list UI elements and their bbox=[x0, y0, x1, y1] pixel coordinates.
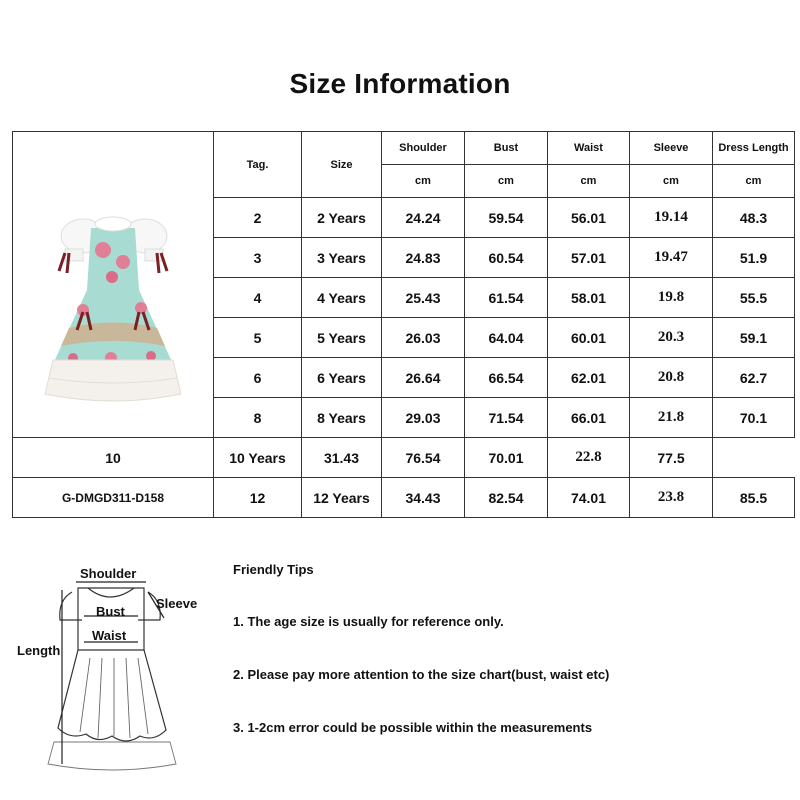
dress-outline-icon bbox=[14, 558, 214, 798]
cell-sleeve: 21.8 bbox=[630, 398, 713, 438]
diagram-label-length: Length bbox=[17, 643, 61, 658]
unit-shoulder: cm bbox=[382, 165, 465, 198]
tip-item: 2. Please pay more attention to the size chart(bust, waist etc) bbox=[233, 667, 610, 682]
cell-sleeve: 20.3 bbox=[630, 318, 713, 358]
cell-sleeve: 19.8 bbox=[630, 278, 713, 318]
cell-waist: 66.01 bbox=[548, 398, 630, 438]
cell-waist: 60.01 bbox=[548, 318, 630, 358]
header-size: Size bbox=[302, 132, 382, 198]
unit-dress-length: cm bbox=[713, 165, 795, 198]
diagram-label-sleeve: Sleeve bbox=[156, 596, 198, 611]
cell-bust: 66.54 bbox=[465, 358, 548, 398]
diagram-label-shoulder: Shoulder bbox=[80, 566, 137, 581]
product-image-cell bbox=[13, 132, 214, 438]
cell-length: 85.5 bbox=[713, 478, 795, 518]
cell-length: 48.3 bbox=[713, 198, 795, 238]
dress-product-image bbox=[13, 132, 213, 432]
sku-code: G-DMGD311-D158 bbox=[13, 478, 214, 518]
cell-size: 5 Years bbox=[302, 318, 382, 358]
cell-size: 3 Years bbox=[302, 238, 382, 278]
page-title: Size Information bbox=[289, 68, 511, 99]
cell-shoulder: 34.43 bbox=[382, 478, 465, 518]
tips-title: Friendly Tips bbox=[233, 562, 314, 577]
measurement-diagram bbox=[14, 558, 214, 798]
cell-length: 70.1 bbox=[713, 398, 795, 438]
header-shoulder: Shoulder bbox=[382, 132, 465, 165]
cell-length: 59.1 bbox=[713, 318, 795, 358]
cell-shoulder: 24.24 bbox=[382, 198, 465, 238]
cell-length: 62.7 bbox=[713, 358, 795, 398]
cell-tag: 6 bbox=[214, 358, 302, 398]
cell-waist: 70.01 bbox=[465, 438, 548, 478]
cell-size: 2 Years bbox=[302, 198, 382, 238]
unit-waist: cm bbox=[548, 165, 630, 198]
cell-sleeve: 22.8 bbox=[548, 438, 630, 478]
cell-shoulder: 25.43 bbox=[382, 278, 465, 318]
header-tag: Tag. bbox=[214, 132, 302, 198]
size-table bbox=[12, 131, 795, 518]
cell-sleeve: 19.47 bbox=[630, 238, 713, 278]
tip-item: 3. 1-2cm error could be possible within the measurements bbox=[233, 720, 593, 735]
cell-length: 55.5 bbox=[713, 278, 795, 318]
cell-shoulder: 26.03 bbox=[382, 318, 465, 358]
cell-length: 77.5 bbox=[630, 438, 713, 478]
cell-tag: 5 bbox=[214, 318, 302, 358]
cell-bust: 82.54 bbox=[465, 478, 548, 518]
cell-waist: 56.01 bbox=[548, 198, 630, 238]
table-header-row bbox=[13, 132, 795, 165]
header-sleeve: Sleeve bbox=[630, 132, 713, 165]
tip-item: 1. The age size is usually for reference only. bbox=[233, 614, 504, 629]
cell-sleeve: 19.14 bbox=[630, 198, 713, 238]
cell-bust: 71.54 bbox=[465, 398, 548, 438]
unit-sleeve: cm bbox=[630, 165, 713, 198]
cell-bust: 64.04 bbox=[465, 318, 548, 358]
cell-size: 8 Years bbox=[302, 398, 382, 438]
header-dress-length: Dress Length bbox=[713, 132, 795, 165]
cell-length: 51.9 bbox=[713, 238, 795, 278]
cell-shoulder: 24.83 bbox=[382, 238, 465, 278]
cell-tag: 4 bbox=[214, 278, 302, 318]
unit-bust: cm bbox=[465, 165, 548, 198]
cell-size: 10 Years bbox=[214, 438, 302, 478]
cell-bust: 61.54 bbox=[465, 278, 548, 318]
cell-tag: 10 bbox=[13, 438, 214, 478]
cell-waist: 74.01 bbox=[548, 478, 630, 518]
cell-tag: 12 bbox=[214, 478, 302, 518]
cell-waist: 62.01 bbox=[548, 358, 630, 398]
cell-shoulder: 26.64 bbox=[382, 358, 465, 398]
diagram-label-bust: Bust bbox=[96, 604, 125, 619]
header-waist: Waist bbox=[548, 132, 630, 165]
table-row bbox=[13, 438, 795, 478]
cell-size: 6 Years bbox=[302, 358, 382, 398]
cell-tag: 2 bbox=[214, 198, 302, 238]
cell-tag: 8 bbox=[214, 398, 302, 438]
cell-sleeve: 23.8 bbox=[630, 478, 713, 518]
cell-size: 12 Years bbox=[302, 478, 382, 518]
header-bust: Bust bbox=[465, 132, 548, 165]
cell-waist: 57.01 bbox=[548, 238, 630, 278]
cell-tag: 3 bbox=[214, 238, 302, 278]
table-row bbox=[13, 478, 795, 518]
cell-shoulder: 31.43 bbox=[302, 438, 382, 478]
cell-bust: 76.54 bbox=[382, 438, 465, 478]
cell-waist: 58.01 bbox=[548, 278, 630, 318]
cell-bust: 60.54 bbox=[465, 238, 548, 278]
cell-sleeve: 20.8 bbox=[630, 358, 713, 398]
diagram-label-waist: Waist bbox=[92, 628, 127, 643]
cell-bust: 59.54 bbox=[465, 198, 548, 238]
cell-shoulder: 29.03 bbox=[382, 398, 465, 438]
cell-size: 4 Years bbox=[302, 278, 382, 318]
